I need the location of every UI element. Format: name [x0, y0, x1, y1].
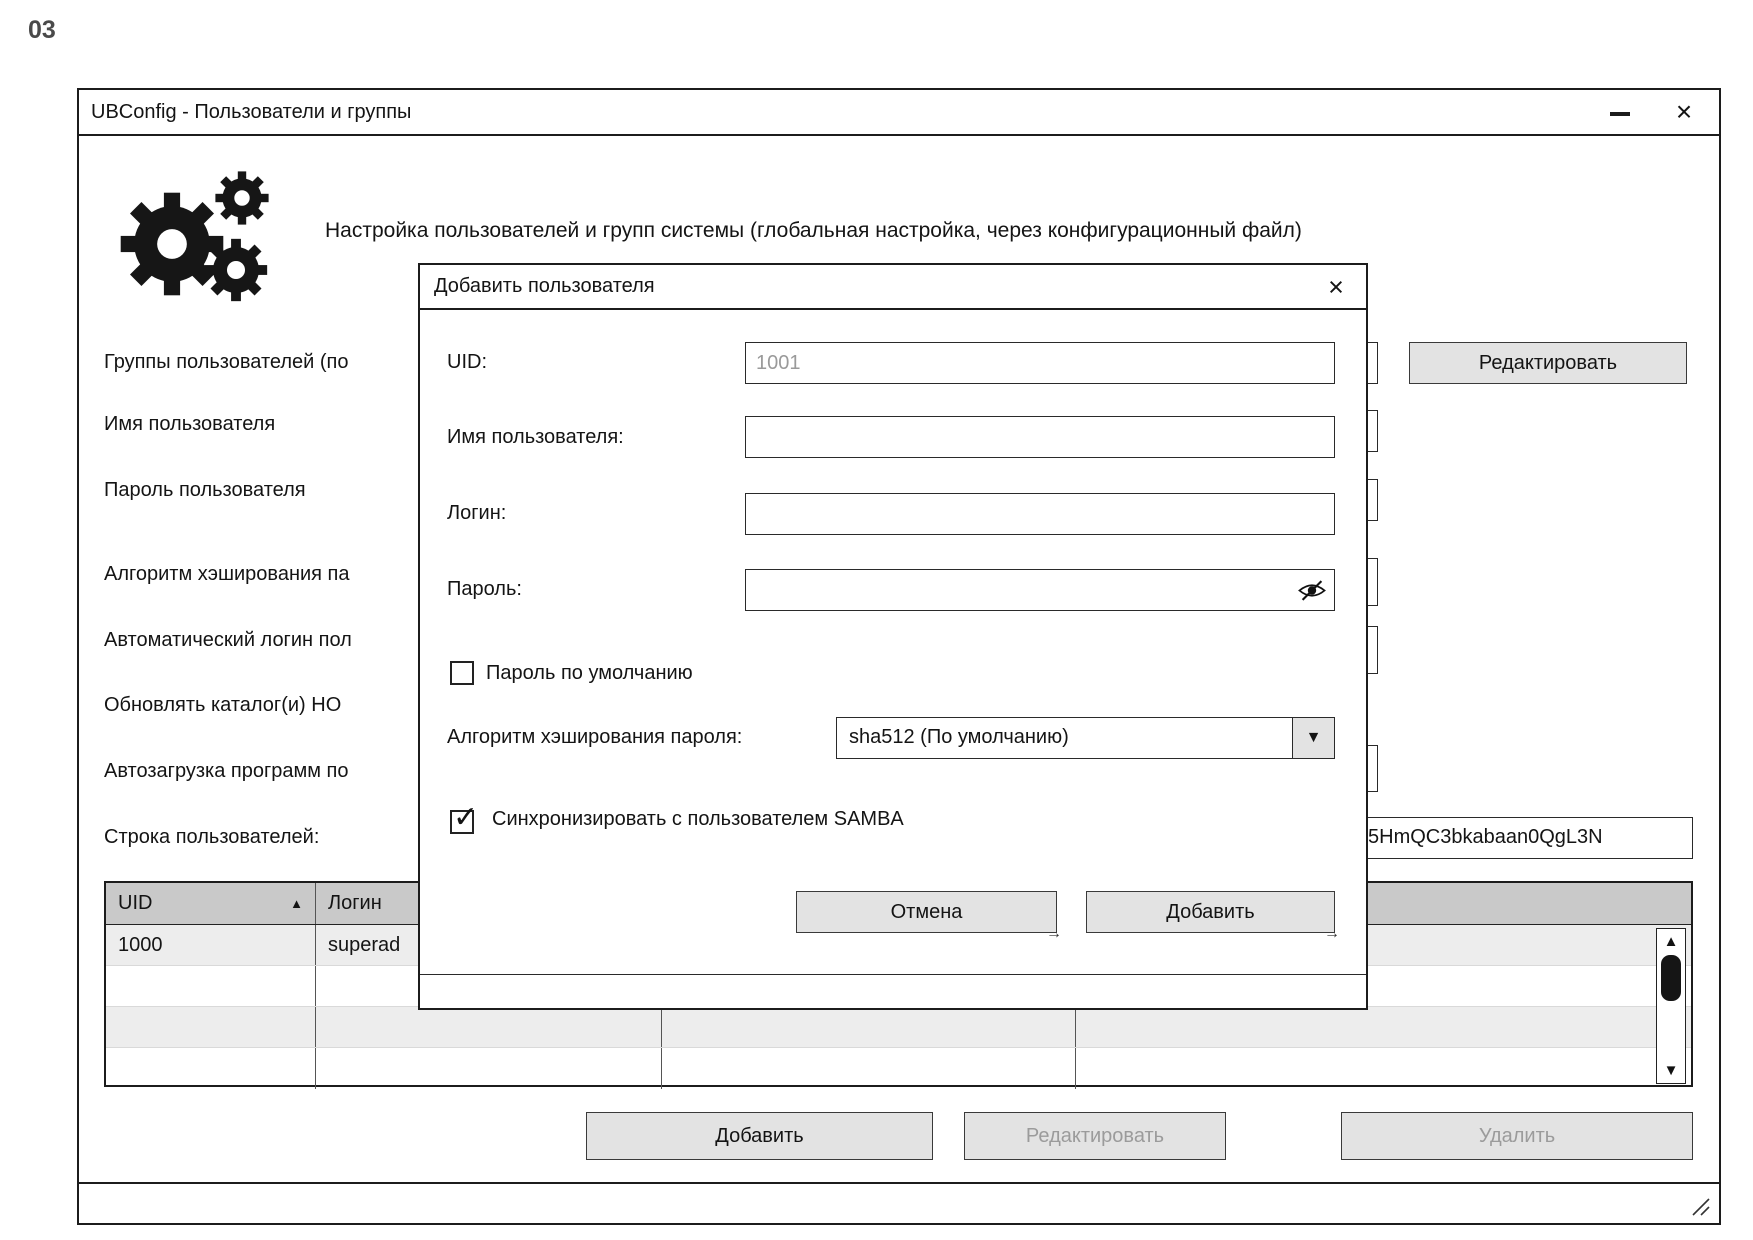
- dialog-footer-separator: [420, 974, 1366, 975]
- add-user-dialog: [418, 263, 1368, 1010]
- combo-dropdown-button[interactable]: [1292, 718, 1334, 758]
- column-header-login-label: Логин: [328, 892, 382, 914]
- uid-label: UID:: [447, 351, 487, 373]
- chevron-down-icon: ▼: [1305, 729, 1322, 746]
- dialog-add-button-label: Добавить: [1166, 900, 1255, 923]
- minimize-icon: [1610, 112, 1630, 116]
- add-user-button-label: Добавить: [715, 1124, 804, 1147]
- window-close-button[interactable]: ×: [1675, 96, 1693, 127]
- password-input[interactable]: [745, 569, 1335, 611]
- name-input[interactable]: [745, 416, 1335, 458]
- dialog-add-button[interactable]: [1086, 891, 1340, 942]
- edit-groups-button[interactable]: [1409, 342, 1687, 384]
- table-row[interactable]: [106, 1048, 1691, 1089]
- default-password-checkbox[interactable]: [450, 661, 474, 685]
- cell-empty: [1076, 1007, 1691, 1047]
- minimize-button[interactable]: [1603, 90, 1637, 134]
- label-autostart: Автозагрузка программ по: [104, 760, 349, 782]
- dialog-cancel-button-label: Отмена: [890, 900, 963, 923]
- samba-sync-checkbox[interactable]: [450, 801, 479, 834]
- cell-empty: [662, 1007, 1076, 1047]
- page-number-label: 03: [28, 16, 56, 44]
- action-arrow-icon: →: [1046, 925, 1062, 942]
- scroll-up-icon[interactable]: ▲: [1663, 933, 1679, 950]
- edit-groups-button-label: Редактировать: [1478, 351, 1618, 374]
- column-header-uid[interactable]: [106, 883, 316, 924]
- label-update-home: Обновлять каталог(и) HO: [104, 694, 342, 716]
- sort-ascending-icon: ▲: [290, 896, 303, 911]
- hash-algorithm-select[interactable]: [836, 717, 1335, 759]
- cell-empty: [106, 966, 316, 1006]
- action-arrow-icon: →: [1324, 925, 1340, 942]
- cell-uid: 1000: [106, 925, 316, 965]
- status-bar-separator: [79, 1182, 1719, 1184]
- add-user-button[interactable]: [586, 1112, 933, 1160]
- label-user-password: Пароль пользователя: [104, 479, 306, 501]
- check-icon: ✓: [453, 801, 479, 834]
- dialog-close-button[interactable]: ×: [1328, 272, 1344, 302]
- dialog-cancel-button[interactable]: [796, 891, 1062, 942]
- hash-algorithm-value: sha512 (По умолчанию): [849, 726, 1069, 748]
- eye-slash-icon[interactable]: [1297, 579, 1327, 602]
- table-row[interactable]: [106, 1007, 1691, 1048]
- gears-icon: [104, 162, 284, 302]
- edit-user-button-label: Редактировать: [1025, 1124, 1165, 1147]
- label-hash-algorithm: Алгоритм хэширования па: [104, 563, 350, 585]
- login-label: Логин:: [447, 502, 507, 524]
- delete-user-button[interactable]: [1341, 1112, 1693, 1160]
- default-password-label: Пароль по умолчанию: [486, 662, 693, 684]
- password-label: Пароль:: [447, 578, 522, 600]
- dialog-title: Добавить пользователя: [434, 275, 655, 297]
- cell-empty: [316, 1048, 662, 1089]
- label-user-groups: Группы пользователей (по: [104, 351, 349, 373]
- table-scrollbar[interactable]: [1656, 928, 1686, 1084]
- cell-login: superad: [316, 925, 662, 965]
- label-auto-login: Автоматический логин пол: [104, 629, 352, 651]
- login-input[interactable]: [745, 493, 1335, 535]
- column-header-uid-label: UID: [118, 892, 153, 914]
- dialog-titlebar: [420, 265, 1366, 310]
- cell-empty: [106, 1007, 316, 1047]
- cell-empty: [1076, 1048, 1691, 1089]
- scroll-down-icon[interactable]: ▼: [1663, 1062, 1679, 1079]
- name-label: Имя пользователя:: [447, 426, 624, 448]
- edit-user-button[interactable]: [964, 1112, 1226, 1160]
- window-description: Настройка пользователей и групп системы (глобальная настройка, через конфигурационный файл): [325, 219, 1302, 242]
- delete-user-button-label: Удалить: [1478, 1124, 1556, 1147]
- cell-empty: [316, 1007, 662, 1047]
- cell-empty: [662, 1048, 1076, 1089]
- cell-empty: [106, 1048, 316, 1089]
- samba-sync-label: Синхронизировать с пользователем SAMBA: [492, 808, 904, 830]
- label-user-name: Имя пользователя: [104, 413, 276, 435]
- label-user-string: Строка пользователей:: [104, 826, 320, 848]
- window-titlebar: [79, 90, 1719, 136]
- window-title: UBConfig - Пользователи и группы: [91, 101, 412, 123]
- resize-grip-icon[interactable]: [1689, 1195, 1711, 1217]
- user-string-field[interactable]: 5HmQC3bkabaan0QgL3N: [1362, 817, 1693, 859]
- hash-algorithm-label: Алгоритм хэширования пароля:: [447, 726, 743, 748]
- scrollbar-thumb[interactable]: [1661, 955, 1681, 1001]
- uid-input[interactable]: [745, 342, 1335, 384]
